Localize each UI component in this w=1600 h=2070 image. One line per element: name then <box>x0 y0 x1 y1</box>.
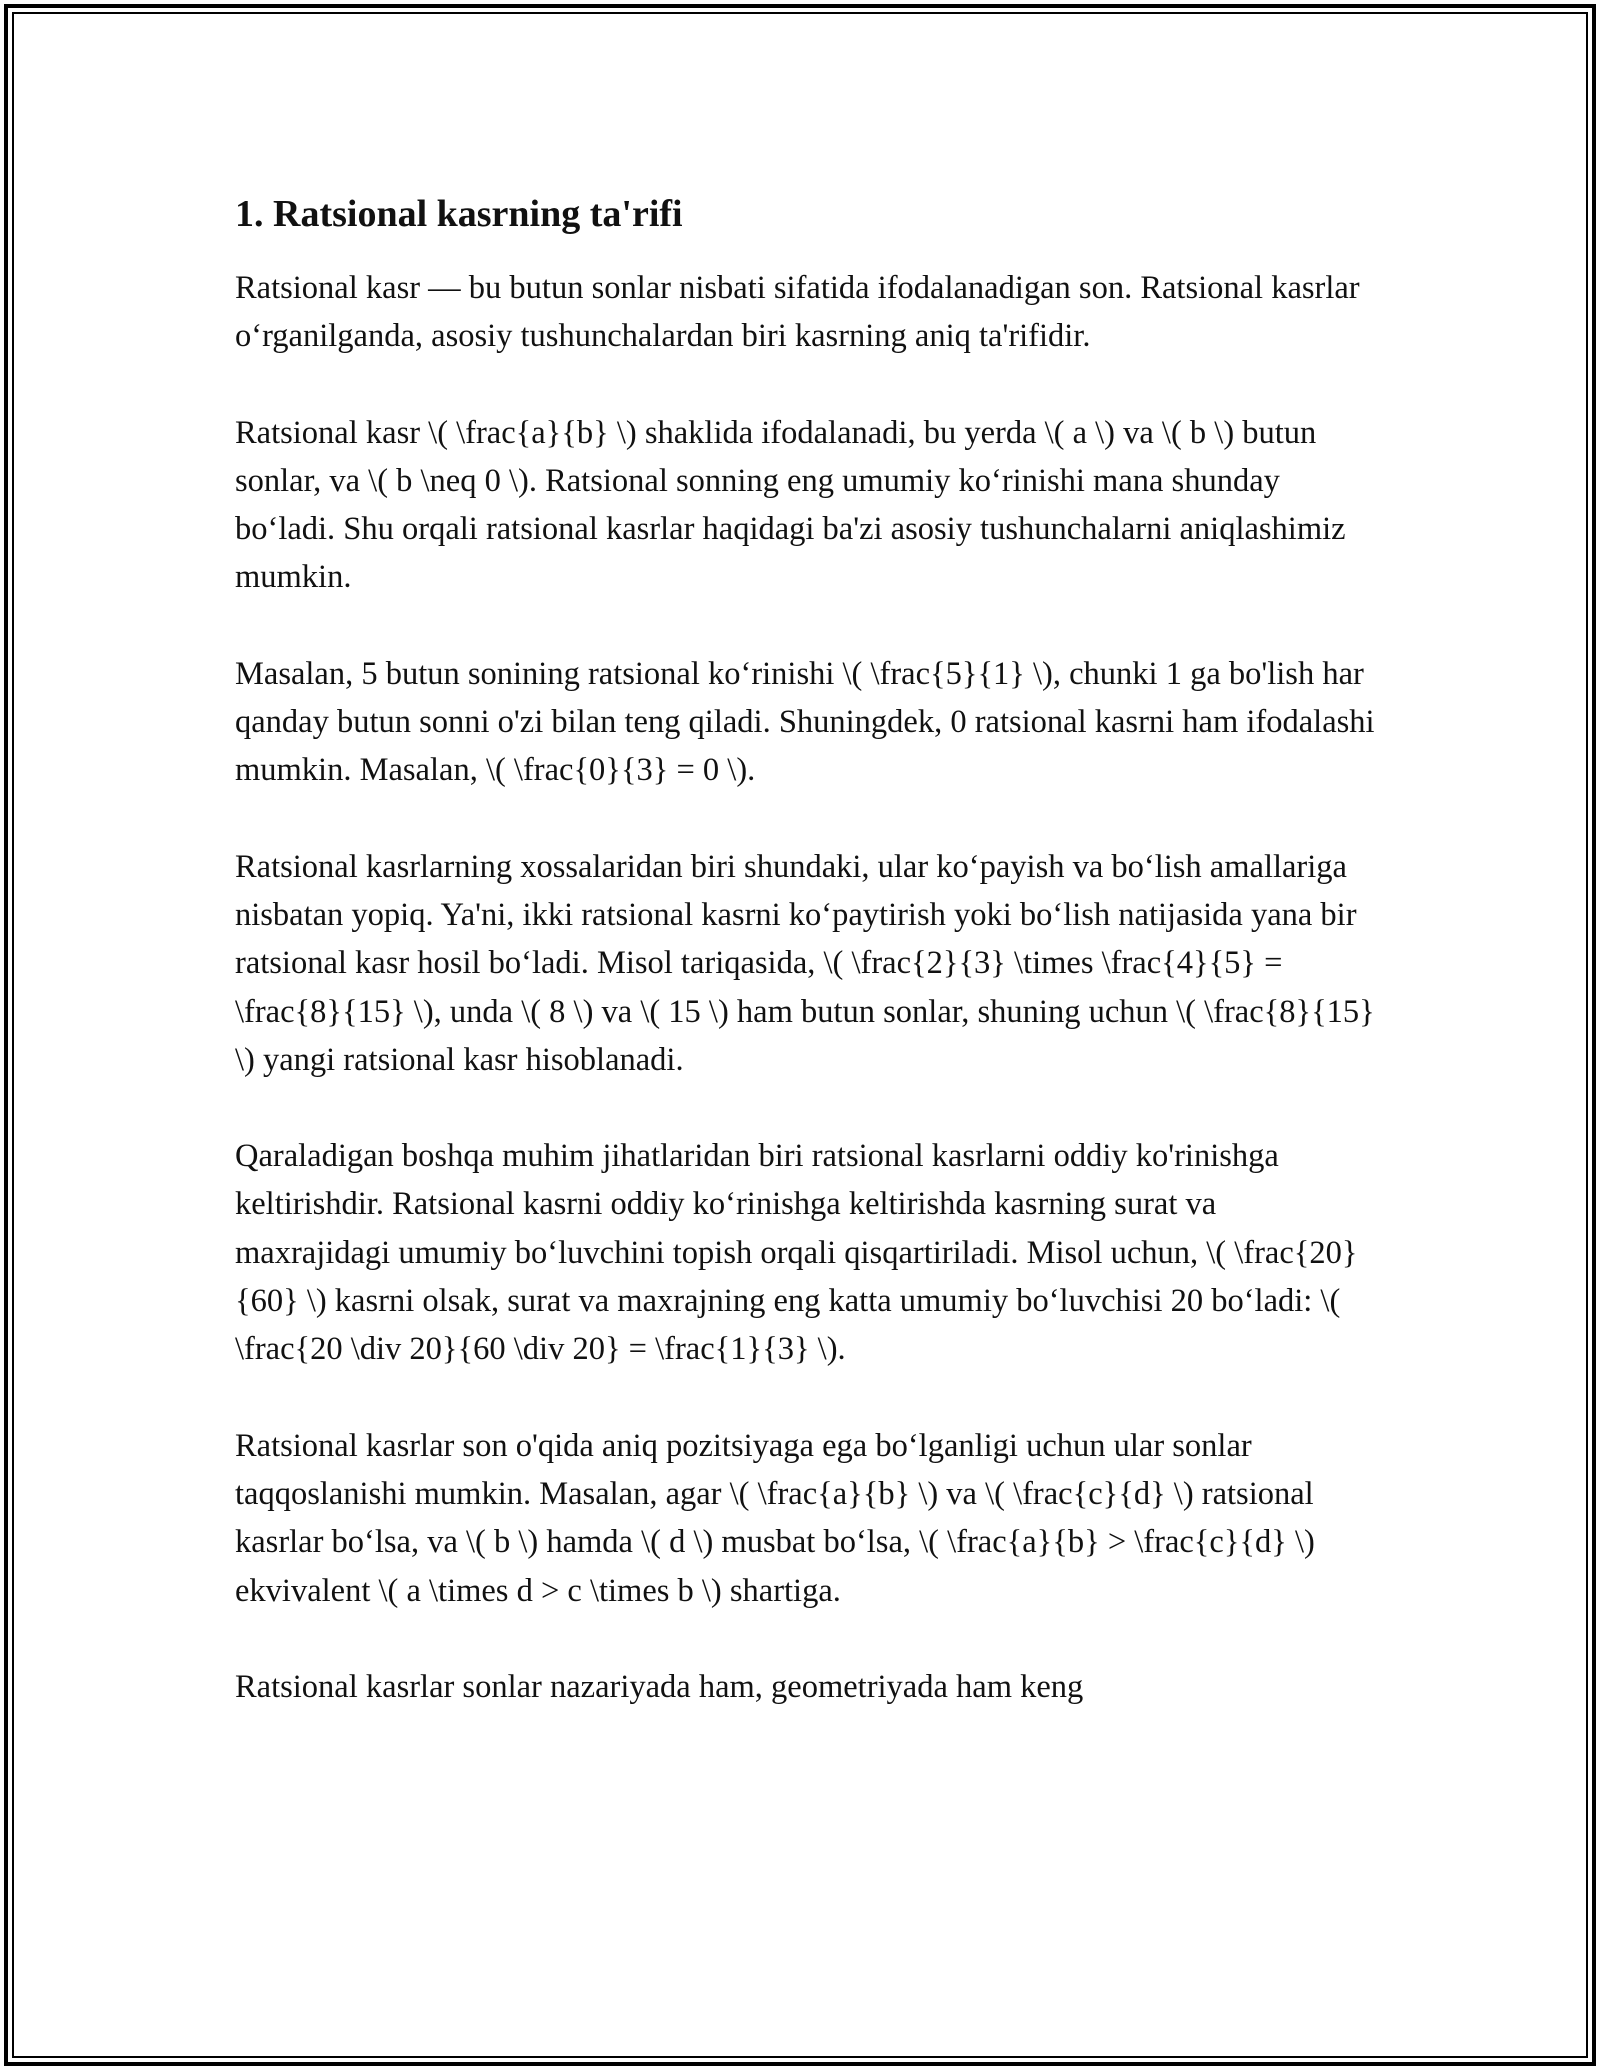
section-heading: 1. Ratsional kasrning ta'rifi <box>235 193 683 235</box>
paragraph-comparison: Ratsional kasrlar son o'qida aniq pozitsiyaga ega bo‘lganligi uchun ular sonlar taqqoslanishi mumkin. Masalan, agar \( \frac{a}{b} \) va \( \frac{c}{d} \) ratsional kasrlar bo‘lsa, va \( b \) hamda \( d \) musbat bo‘lsa, \( \frac{a}{b} > \frac{c}{d} \) ekvivalent \( a \times d > c \times b \) shartiga. <box>235 1427 1315 1609</box>
paragraph-applications: Ratsional kasrlar sonlar nazariyada ham, geometriyada ham keng <box>235 1668 1084 1705</box>
document-body <box>235 186 1375 1759</box>
paragraph-form: Ratsional kasr \( \frac{a}{b} \) shaklida ifodalanadi, bu yerda \( a \) va \( b \) butun sonlar, va \( b \neq 0 \). Ratsional sonning eng umumiy ko‘rinishi mana shunday bo‘ladi. Shu orqali ratsional kasrlar haqidagi ba'zi asosiy tushunchalarni aniqlashimiz mumkin. <box>235 414 1346 596</box>
paragraph-example: Masalan, 5 butun sonining ratsional ko‘rinishi \( \frac{5}{1} \), chunki 1 ga bo'lish har qanday butun sonni o'zi bilan teng qiladi. Shuningdek, 0 ratsional kasrni ham ifodalashi mumkin. Masalan, \( \frac{0}{3} = 0 \). <box>235 655 1375 789</box>
paragraph-simplification: Qaraladigan boshqa muhim jihatlaridan biri ratsional kasrlarni oddiy ko'rinishga keltirishdir. Ratsional kasrni oddiy ko‘rinishga keltirishda kasrning surat va maxrajidagi umumiy bo‘luvchini topish orqali qisqartiriladi. Misol uchun, \( \frac{20}{60} \) kasrni olsak, surat va maxrajning eng katta umumiy bo‘luvchisi 20 bo‘ladi: \( \frac{20 \div 20}{60 \div 20} = \frac{1}{3} \). <box>235 1138 1358 1368</box>
paragraph-closure: Ratsional kasrlarning xossalaridan biri shundaki, ular ko‘payish va bo‘lish amallariga nisbatan yopiq. Ya'ni, ikki ratsional kasrni ko‘paytirish yoki bo‘lish natijasida yana bir ratsional kasr hosil bo‘ladi. Misol tariqasida, \( \frac{2}{3} \times \frac{4}{5} = \frac{8}{15} \), unda \( 8 \) va \( 15 \) ham butun sonlar, shuning uchun \( \frac{8}{15} \) yangi ratsional kasr hisoblanadi. <box>235 848 1375 1078</box>
paragraph-definition: Ratsional kasr — bu butun sonlar nisbati sifatida ifodalanadigan son. Ratsional kasrlar o‘rganilganda, asosiy tushunchalardan biri kasrning aniq ta'rifidir. <box>235 270 1360 355</box>
